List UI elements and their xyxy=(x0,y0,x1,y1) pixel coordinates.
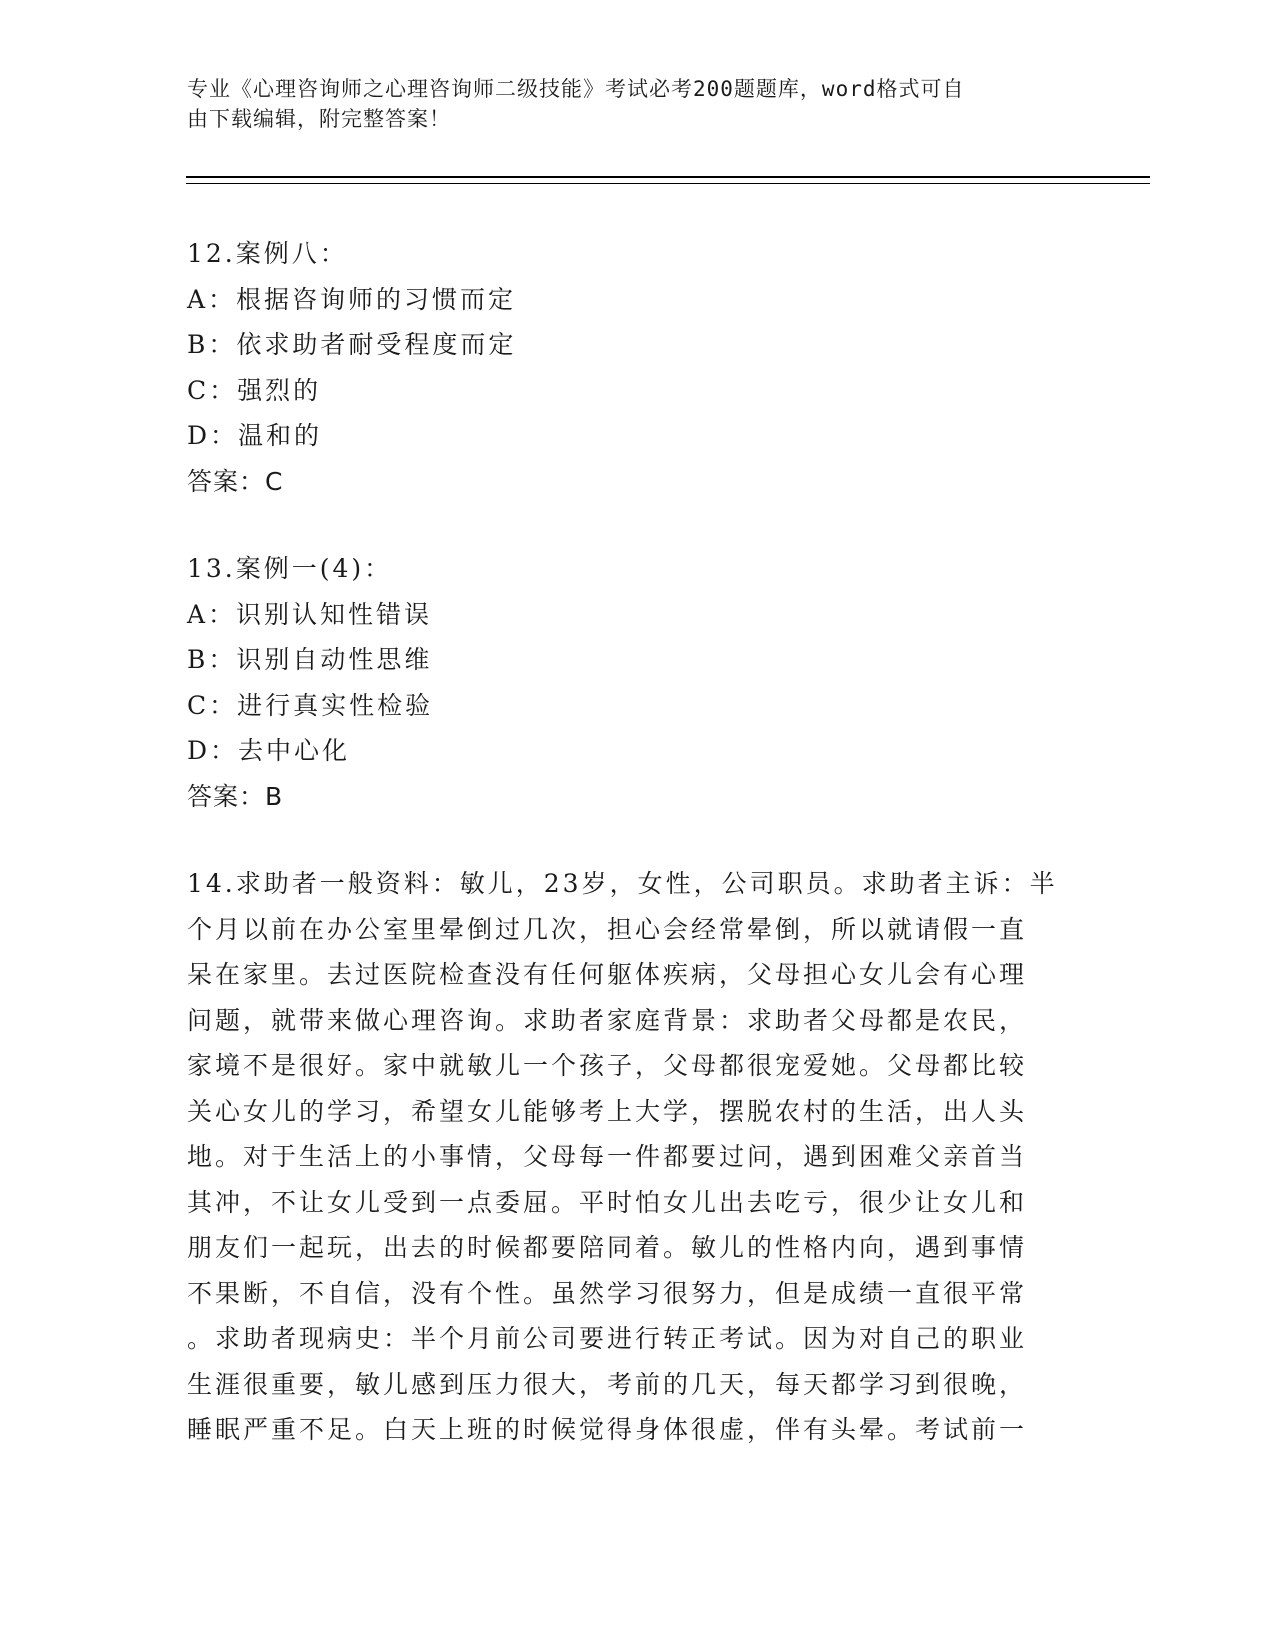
paragraph-line: 睡眠严重不足。白天上班的时候觉得身体很虚，伴有头晕。考试前一 xyxy=(187,1415,1028,1444)
question-stem: 13.案例一(4)： xyxy=(187,554,393,583)
paragraph-line: 个月以前在办公室里晕倒过几次，担心会经常晕倒，所以就请假一直 xyxy=(187,914,1028,944)
paragraph-line: 问题，就带来做心理咨询。求助者家庭背景：求助者父母都是农民， xyxy=(187,1005,1028,1035)
answer-line: 答案：B xyxy=(187,781,284,811)
paragraph-line: 地。对于生活上的小事情，父母每一件都要过问，遇到困难父亲首当 xyxy=(187,1142,1028,1171)
question-stem: 12.案例八： xyxy=(187,239,348,268)
option-d: D：去中心化 xyxy=(187,736,351,765)
header-divider xyxy=(186,176,1150,184)
answer-line: 答案：C xyxy=(187,466,284,496)
question-14 xyxy=(187,861,1087,1453)
paragraph-line: 生涯很重要，敏儿感到压力很大，考前的几天，每天都学习到很晚， xyxy=(187,1369,1028,1399)
option-c: C：强烈的 xyxy=(187,375,322,405)
paragraph-line: 朋友们一起玩，出去的时候都要陪同着。敏儿的性格内向，遇到事情 xyxy=(187,1233,1028,1262)
option-c: C：进行真实性检验 xyxy=(187,690,434,720)
paragraph-line: 。求助者现病史：半个月前公司要进行转正考试。因为对自己的职业 xyxy=(187,1324,1028,1353)
paragraph-line: 呆在家里。去过医院检查没有任何躯体疾病，父母担心女儿会有心理 xyxy=(187,960,1028,989)
option-d: D：温和的 xyxy=(187,421,323,450)
question-13 xyxy=(187,546,1087,819)
document-header xyxy=(187,74,1067,134)
paragraph-line: 关心女儿的学习，希望女儿能够考上大学，摆脱农村的生活，出人头 xyxy=(187,1096,1028,1126)
option-b: B：识别自动性思维 xyxy=(187,645,433,674)
header-line-2: 由下载编辑，附完整答案！ xyxy=(187,107,451,131)
paragraph-line: 其冲，不让女儿受到一点委屈。平时怕女儿出去吃亏，很少让女儿和 xyxy=(187,1187,1028,1217)
header-line-1: 专业《心理咨询师之心理咨询师二级技能》考试必考200题题库，word格式可自 xyxy=(187,77,965,101)
question-12 xyxy=(187,231,1087,504)
paragraph-line: 不果断，不自信，没有个性。虽然学习很努力，但是成绩一直很平常 xyxy=(187,1278,1028,1308)
option-b: B：依求助者耐受程度而定 xyxy=(187,330,517,359)
option-a: A：识别认知性错误 xyxy=(187,599,433,629)
paragraph-line: 家境不是很好。家中就敏儿一个孩子，父母都很宠爱她。父母都比较 xyxy=(187,1051,1028,1080)
document-body xyxy=(187,231,1087,1495)
option-a: A：根据咨询师的习惯而定 xyxy=(187,284,517,314)
paragraph-line: 14.求助者一般资料：敏儿，23岁，女性，公司职员。求助者主诉：半 xyxy=(187,869,1058,898)
